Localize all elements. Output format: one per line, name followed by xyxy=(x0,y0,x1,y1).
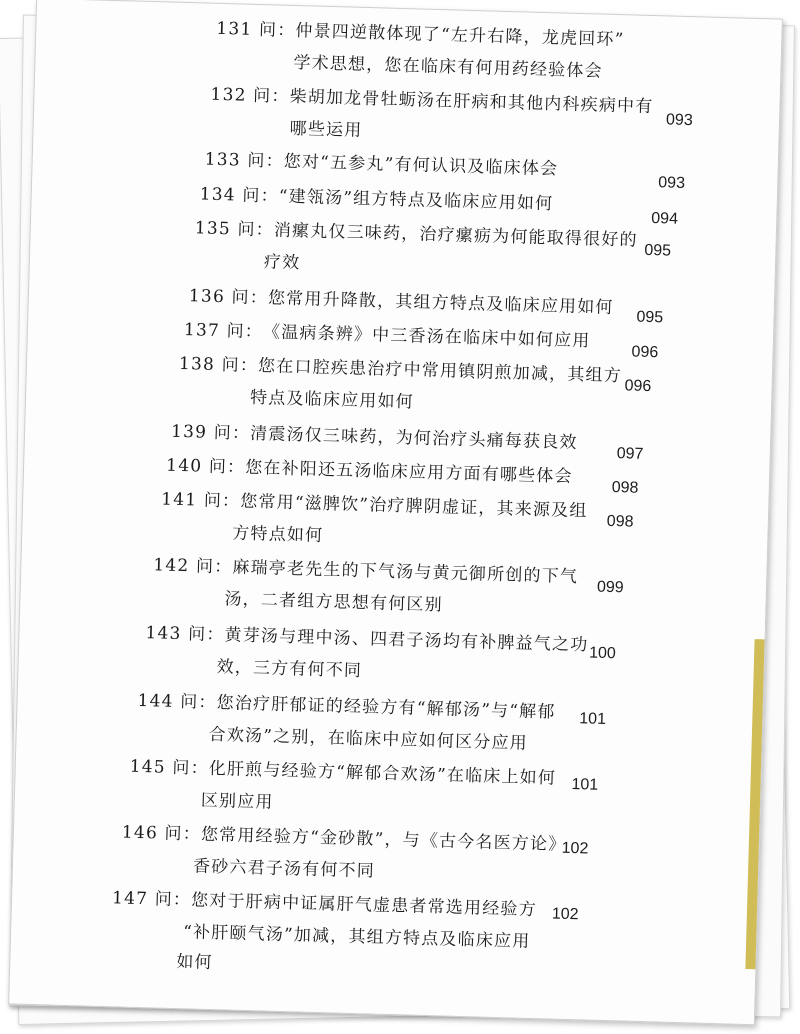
page-number: 099 xyxy=(596,578,624,597)
page-number: 101 xyxy=(579,710,607,728)
entry-title: 《温病条辨》中三香汤在临床中如何应用 xyxy=(262,322,591,352)
entry-title: “建瓴汤”组方特点及临床应用如何 xyxy=(278,186,554,215)
toc-entry-134 xyxy=(199,183,553,215)
entry-title-cont: 学术思想，您在临床有何用药经验体会 xyxy=(293,52,604,82)
page-number: 094 xyxy=(651,210,679,228)
entry-title-cont: “补肝颐气汤”加减，其组方特点及临床应用 xyxy=(182,922,531,952)
question-number: 135 问： xyxy=(194,218,275,241)
entry-title-cont: 合欢汤”之别，在临床中应如何区分应用 xyxy=(208,724,529,754)
question-number: 131 问： xyxy=(216,18,296,42)
entry-title-cont: 汤，二者组方思想有何区别 xyxy=(224,589,444,616)
question-number: 145 问： xyxy=(129,756,210,779)
entry-title-cont: 香砂六君子汤有何不同 xyxy=(192,856,376,882)
toc-entry-146 xyxy=(121,821,567,887)
entry-title: 消瘰丸仅三味药，治疗瘰疬为何能取得很好的 xyxy=(273,220,638,251)
page-number: 101 xyxy=(571,776,599,794)
entry-title: 您在口腔疾患治疗中常用镇阴煎加减，其组方 xyxy=(257,356,623,387)
entry-title: 您对“五参丸”有何认识及临床体会 xyxy=(283,151,559,180)
toc-entry-140 xyxy=(166,455,573,488)
page-number: 102 xyxy=(561,839,589,858)
page-number: 098 xyxy=(611,479,639,497)
question-number: 137 问： xyxy=(183,320,264,343)
entry-title: 仲景四逆散体现了“左升右降，龙虎回环” xyxy=(295,21,625,51)
page-number: 100 xyxy=(588,644,617,663)
question-number: 147 问： xyxy=(111,888,192,911)
page-number: 095 xyxy=(636,308,664,327)
entry-title: 您常用升降散，其组方特点及临床应用如何 xyxy=(267,288,614,319)
toc-entry-138 xyxy=(178,353,622,419)
entry-title: 清震汤仅三味药，为何治疗头痛每获良效 xyxy=(249,423,578,454)
page-number: 098 xyxy=(606,512,634,531)
toc-entry-142 xyxy=(152,554,578,620)
question-number: 143 问： xyxy=(145,623,225,646)
question-number: 144 问： xyxy=(137,690,217,714)
toc-entry-144 xyxy=(136,690,555,756)
page-number: 095 xyxy=(644,241,672,260)
page-number: 097 xyxy=(616,445,644,463)
entry-title: 您常用经验方“金砂散”，与《古今名医方论》 xyxy=(200,824,567,855)
toc-entry-143 xyxy=(144,622,588,688)
toc-entry-136 xyxy=(189,285,614,319)
entry-title: 柴胡加龙骨牡蛎汤在肝病和其他内科疾病中有 xyxy=(289,86,654,118)
entry-title: 您治疗肝郁证的经验方有“解郁汤”与“解郁 xyxy=(216,693,556,723)
toc-entry-145 xyxy=(129,756,557,822)
toc-entry-139 xyxy=(171,421,578,454)
entry-title-cont: 效，三方有何不同 xyxy=(216,657,363,682)
entry-title-cont: 哪些运用 xyxy=(289,118,363,141)
entry-title: 黄芽汤与理中汤、四君子汤均有补脾益气之功 xyxy=(224,625,589,656)
question-number: 133 问： xyxy=(204,149,285,172)
entry-title-cont: 特点及临床应用如何 xyxy=(249,387,415,413)
entry-title-cont: 方特点如何 xyxy=(232,523,324,546)
question-number: 132 问： xyxy=(210,84,290,107)
entry-title-cont: 疗效 xyxy=(263,252,301,274)
question-number: 146 问： xyxy=(121,822,202,845)
page-number: 102 xyxy=(551,905,579,924)
entry-title: 您对于肝病中证属肝气虚患者常选用经验方 xyxy=(190,890,538,921)
entry-title-cont: 区别应用 xyxy=(200,790,274,813)
toc-entry-141 xyxy=(160,488,588,554)
toc-entry-133 xyxy=(204,149,558,181)
toc-entry-132 xyxy=(209,84,653,150)
question-number: 139 问： xyxy=(170,421,251,444)
question-number: 141 问： xyxy=(160,489,241,512)
page-number: 096 xyxy=(631,343,659,362)
question-number: 142 问： xyxy=(153,555,233,578)
question-number: 140 问： xyxy=(165,455,246,478)
document-page xyxy=(8,0,783,1025)
toc-entry-131 xyxy=(215,18,625,83)
entry-title: 您在补阳还五汤临床应用方面有哪些体会 xyxy=(244,457,573,487)
question-number: 138 问： xyxy=(178,353,259,377)
toc-entry-135 xyxy=(194,217,638,283)
page-number: 093 xyxy=(658,174,686,192)
entry-title-cont: 如何 xyxy=(176,952,214,974)
entry-title: 化肝煎与经验方“解郁合欢汤”在临床上如何 xyxy=(208,758,557,789)
page-number: 093 xyxy=(665,111,693,130)
page-number: 096 xyxy=(624,377,652,396)
entry-title: 您常用“滋脾饮”治疗脾阴虚证，其来源及组 xyxy=(239,491,588,522)
question-number: 134 问： xyxy=(199,184,280,207)
toc-entry-137 xyxy=(184,319,591,352)
toc-entry-147 xyxy=(110,887,537,983)
question-number: 136 问： xyxy=(188,286,269,309)
entry-title: 麻瑞亭老先生的下气汤与黄元御所创的下气 xyxy=(232,557,579,588)
